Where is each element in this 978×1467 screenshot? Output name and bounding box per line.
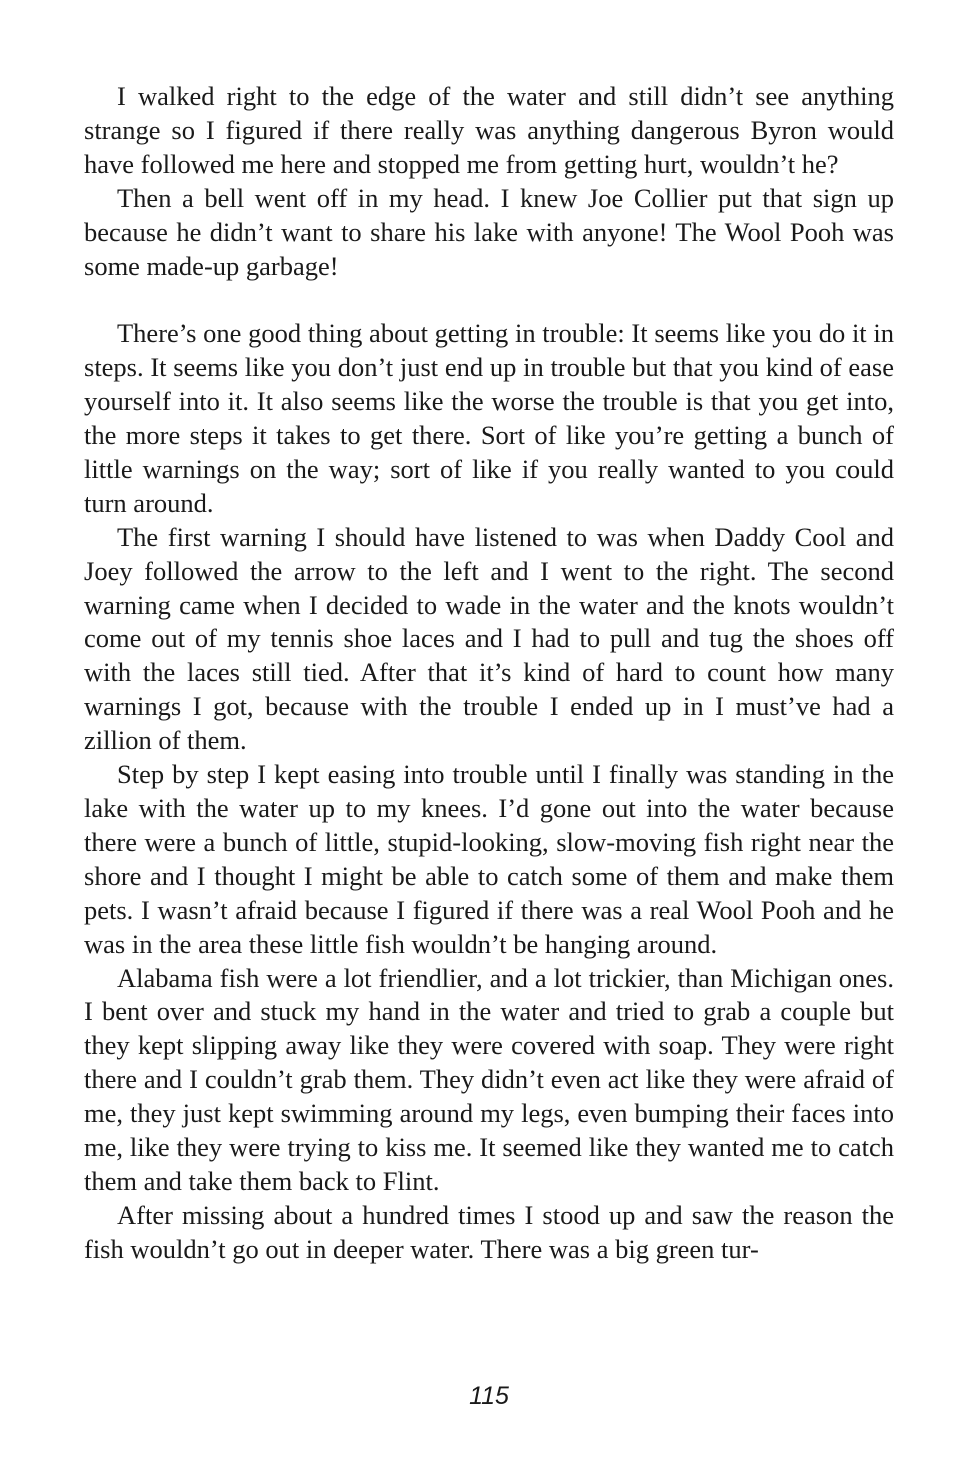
paragraph: Alabama fish were a lot friendlier, and a lot trickier, than Michigan ones. I bent over and stuck my hand in the water and tried to grab a couple but they kept slipping away like they were covered with soap. They were right there and I couldn’t grab them. They didn’t even act like they were afraid of me, they just kept swimming around my legs, even bumping their faces into me, like they were trying to kiss me. It seemed like they wanted me to catch them and take them back to Flint. [84, 962, 894, 1196]
body-text [84, 80, 894, 1267]
paragraph: There’s one good thing about getting in trouble: It seems like you do it in steps. It seems like you don’t just end up in trouble but that you kind of ease yourself into it. It also seems like the worse the trouble is that you get into, the more steps it takes to get there. Sort of like you’re getting a bunch of little warnings on the way; sort of like if you really wanted to you could turn around. [84, 318, 894, 518]
paragraph: Step by step I kept easing into trouble until I finally was standing in the lake with the water up to my knees. I’d gone out into the water because there were a bunch of little, stupid-looking, slow-moving fish right near the shore and I thought I might be able to catch some of them and make them pets. I wasn’t afraid because I figured if there was a real Wool Pooh and he was in the area these little fish wouldn’t be hanging around. [84, 759, 894, 959]
page-number: 115 [469, 1382, 509, 1410]
paragraph: The first warning I should have listened to was when Daddy Cool and Joey followed the arrow to the left and I went to the right. The second warning came when I decided to wade in the water and the knots wouldn’t come out of my tennis shoe laces and I had to pull and tug the shoes off with the laces still tied. After that it’s kind of hard to count how many warnings I got, because with the trouble I ended up in I must’ve had a zillion of them. [84, 521, 894, 756]
paragraph: Then a bell went off in my head. I knew Joe Collier put that sign up because he didn’t want to share his lake with anyone! The Wool Pooh was some made-up garbage! [84, 182, 894, 281]
section-break [84, 283, 894, 317]
paragraph: I walked right to the edge of the water and still didn’t see anything strange so I figured if there really was anything dangerous Byron would have followed me here and stopped me from getting hurt, wouldn’t he? [84, 81, 894, 179]
paragraph: After missing about a hundred times I stood up and saw the reason the fish wouldn’t go out in deeper water. There was a big green tur- [84, 1199, 894, 1264]
